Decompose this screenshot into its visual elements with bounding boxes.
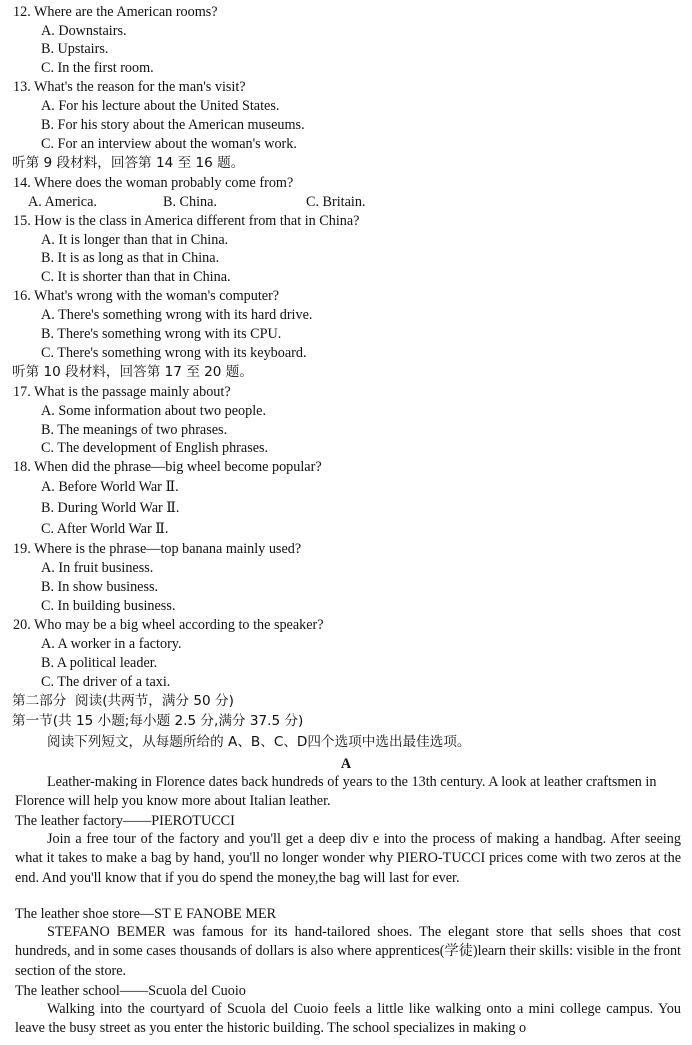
item-heading: The leather school——Scuola del Cuoio [15, 983, 246, 999]
option: A. A worker in a factory. [41, 636, 182, 652]
item-heading: The leather shoe store—ST E FANOBE MER [15, 906, 277, 922]
option: C. After World War Ⅱ. [41, 521, 169, 537]
option: B. During World War Ⅱ. [41, 500, 180, 516]
question-stem: 18. When did the phrase—big wheel become popular? [13, 459, 322, 475]
option: C. For an interview about the woman's work. [41, 136, 297, 152]
item-text: Join a free tour of the factory and you'll get a deep div e into the process of making a handbag. After seeing what it takes to make a bag by hand, you'll no longer wonder why PIERO-TUCCI prices come with two zeros at the end. And you'll know that if you do spend the money,the bag will last for ever. [15, 831, 681, 886]
part-title: 第二部分 阅读(共两节，满分 50 分) [12, 693, 234, 709]
question-stem: 20. Who may be a big wheel according to the speaker? [13, 617, 324, 633]
item-paragraph [15, 923, 681, 981]
reading-directions: 阅读下列短文，从每题所给的 A、B、C、D四个选项中选出最佳选项。 [47, 734, 471, 750]
option: A. Downstairs. [41, 23, 127, 39]
passage-intro-text: Leather-making in Florence dates back hundreds of years to the 13th century. A look at leather craftsmen in Florence will help you know more about Italian leather. [15, 774, 657, 810]
item-paragraph [15, 1000, 681, 1039]
option: B. There's something wrong with its CPU. [41, 326, 282, 342]
option: A. Before World War Ⅱ. [41, 479, 179, 495]
option: B. The meanings of two phrases. [41, 422, 228, 438]
option: A. For his lecture about the United States. [41, 98, 280, 114]
section-title: 第一节(共 15 小题;每小题 2.5 分,满分 37.5 分) [12, 713, 304, 729]
option: C. The development of English phrases. [41, 440, 269, 456]
option: C. The driver of a taxi. [41, 674, 171, 690]
option: C. In building business. [41, 598, 176, 614]
option: B. A political leader. [41, 655, 158, 671]
question-stem: 14. Where does the woman probably come from? [13, 175, 294, 191]
question-stem: 12. Where are the American rooms? [13, 4, 218, 20]
listening-instruction: 听第 9 段材料，回答第 14 至 16 题。 [12, 155, 245, 171]
item-heading: The leather factory——PIEROTUCCI [15, 813, 235, 829]
option: B. Upstairs. [41, 41, 109, 57]
listening-instruction: 听第 10 段材料，回答第 17 至 20 题。 [12, 364, 253, 380]
option: C. Britain. [306, 194, 366, 210]
option: A. In fruit business. [41, 560, 154, 576]
passage-intro [15, 773, 681, 812]
option: C. There's something wrong with its keyboard. [41, 345, 307, 361]
item-text: Walking into the courtyard of Scuola del Cuoio feels a little like walking onto a mini college campus. You leave the busy street as you enter the historic building. The school specializes in making o [15, 1001, 681, 1037]
option: B. China. [163, 194, 217, 210]
option: C. It is shorter than that in China. [41, 269, 231, 285]
question-stem: 19. Where is the phrase—top banana mainly used? [13, 541, 302, 557]
question-stem: 16. What's wrong with the woman's computer? [13, 288, 280, 304]
option: C. In the first room. [41, 60, 154, 76]
option: A. Some information about two people. [41, 403, 266, 419]
question-stem: 15. How is the class in America different from that in China? [13, 213, 360, 229]
passage-label: A [340, 756, 352, 772]
option: A. It is longer than that in China. [41, 232, 229, 248]
option: A. There's something wrong with its hard drive. [41, 307, 313, 323]
option: B. In show business. [41, 579, 159, 595]
option: B. It is as long as that in China. [41, 250, 220, 266]
option: B. For his story about the American museums. [41, 117, 305, 133]
question-stem: 17. What is the passage mainly about? [13, 384, 231, 400]
option: A. America. [28, 194, 97, 210]
question-stem: 13. What's the reason for the man's visit? [13, 79, 246, 95]
item-paragraph [15, 830, 681, 888]
item-text: STEFANO BEMER was famous for its hand-tailored shoes. The elegant store that sells shoes that cost hundreds, and in some cases thousands of dollars is also where apprentices(学徒)learn their skills: visible in the front section of the store. [15, 924, 681, 979]
